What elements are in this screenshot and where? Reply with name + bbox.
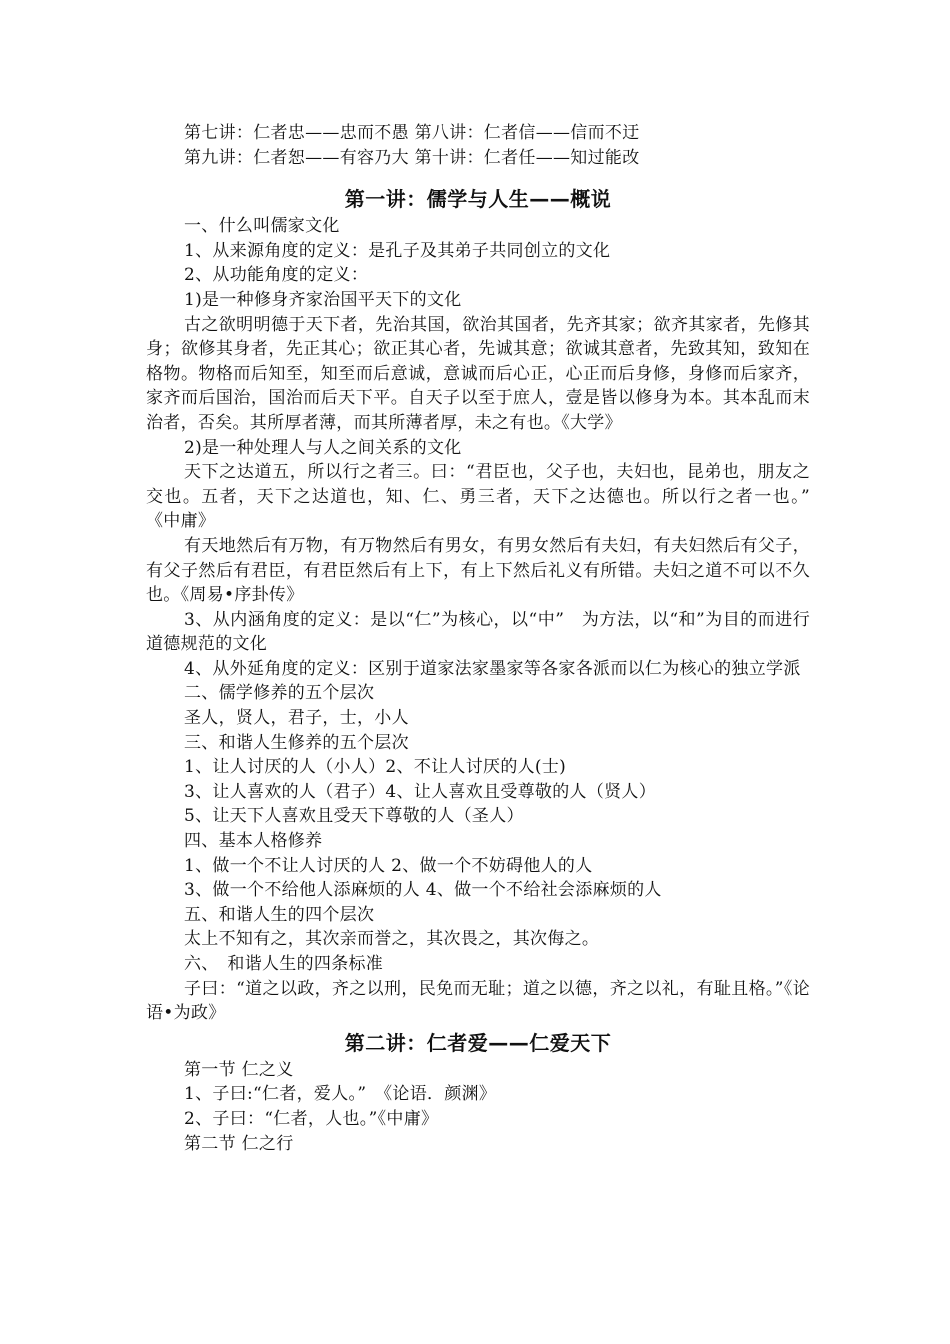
paragraph: 4、从外延角度的定义：区别于道家法家墨家等各家各派而以仁为核心的独立学派 bbox=[184, 658, 801, 679]
list-item: 3、让人喜欢的人（君子）4、让人喜欢且受尊敬的人（贤人） bbox=[184, 781, 657, 802]
intro-line: 第九讲：仁者恕——有容乃大 第十讲：仁者任——知过能改 bbox=[184, 147, 640, 168]
list-item: 3、做一个不给他人添麻烦的人 4、做一个不给社会添麻烦的人 bbox=[184, 880, 662, 901]
lecture-1-title: 第一讲：儒学与人生——概说 bbox=[344, 187, 612, 212]
paragraph: 2、子曰：“仁者，人也。”《中庸》 bbox=[184, 1108, 439, 1129]
section-heading: 四、基本人格修养 bbox=[184, 831, 323, 852]
paragraph: 2、从功能角度的定义： bbox=[184, 265, 369, 286]
document-body bbox=[146, 121, 828, 1156]
quote-lunyu: 子曰：“道之以政，齐之以刑，民免而无耻；道之以德，齐之以礼，有耻且格。”《论语•为政》 bbox=[146, 978, 810, 1024]
section-heading: 第一节 仁之义 bbox=[184, 1059, 294, 1080]
paragraph: 圣人，贤人，君子，士，小人 bbox=[184, 708, 409, 729]
section-heading: 六、 和谐人生的四条标准 bbox=[184, 954, 384, 974]
paragraph: 1、从来源角度的定义：是孔子及其弟子共同创立的文化 bbox=[184, 240, 611, 261]
section-heading: 二、儒学修养的五个层次 bbox=[184, 683, 375, 704]
paragraph: 3、从内涵角度的定义：是以“仁”为核心，以“中” 为方法，以“和”为目的而进行道德规范的文化 bbox=[146, 609, 810, 655]
paragraph: 2)是一种处理人与人之间关系的文化 bbox=[184, 437, 462, 458]
list-item: 1、让人讨厌的人（小人）2、不让人讨厌的人(士) bbox=[184, 757, 567, 778]
quote-zhouyi: 有天地然后有万物，有万物然后有男女，有男女然后有夫妇，有夫妇然后有父子，有父子然后有君臣，有君臣然后有上下，有上下然后礼义有所错。夫妇之道不可以不久也。《周易•序卦传》 bbox=[146, 535, 810, 606]
paragraph: 1)是一种修身齐家治国平天下的文化 bbox=[184, 289, 462, 310]
quote-daxue: 古之欲明明德于天下者，先治其国，欲治其国者，先齐其家；欲齐其家者，先修其身；欲修其身者，先正其心；欲正其心者，先诚其意；欲诚其意者，先致其知，致知在格物。物格而后知至，知至而后意诚，意诚而后心正，心正而后身修，身修而后家齐，家齐而后国治，国治而后天下平。自天子以至于庶人，壹是皆以修身为本。其本乱而末治者，否矣。其所厚者薄，而其所薄者厚，未之有也。《大学》 bbox=[146, 314, 810, 433]
section-heading: 第二节 仁之行 bbox=[184, 1133, 294, 1154]
paragraph: 1、子曰:“仁者，爱人。” 《论语．颜渊》 bbox=[184, 1084, 497, 1105]
section-heading: 五、和谐人生的四个层次 bbox=[184, 904, 375, 925]
quote-zhongyong: 天下之达道五，所以行之者三。曰：“君臣也，父子也，夫妇也，昆弟也，朋友之交也。五者，天下之达道也，知、仁、勇三者，天下之达德也。所以行之者一也。” 《中庸》 bbox=[146, 462, 828, 532]
intro-line: 第七讲：仁者忠——忠而不愚 第八讲：仁者信——信而不迂 bbox=[184, 123, 640, 143]
section-heading: 一、什么叫儒家文化 bbox=[184, 216, 340, 237]
list-item: 5、让天下人喜欢且受天下尊敬的人（圣人） bbox=[184, 806, 524, 827]
section-heading: 三、和谐人生修养的五个层次 bbox=[184, 732, 409, 753]
paragraph: 太上不知有之，其次亲而誉之，其次畏之，其次侮之。 bbox=[184, 929, 600, 950]
list-item: 1、做一个不让人讨厌的人 2、做一个不妨碍他人的人 bbox=[184, 855, 593, 876]
lecture-2-title: 第二讲：仁者爱——仁爱天下 bbox=[344, 1030, 612, 1055]
